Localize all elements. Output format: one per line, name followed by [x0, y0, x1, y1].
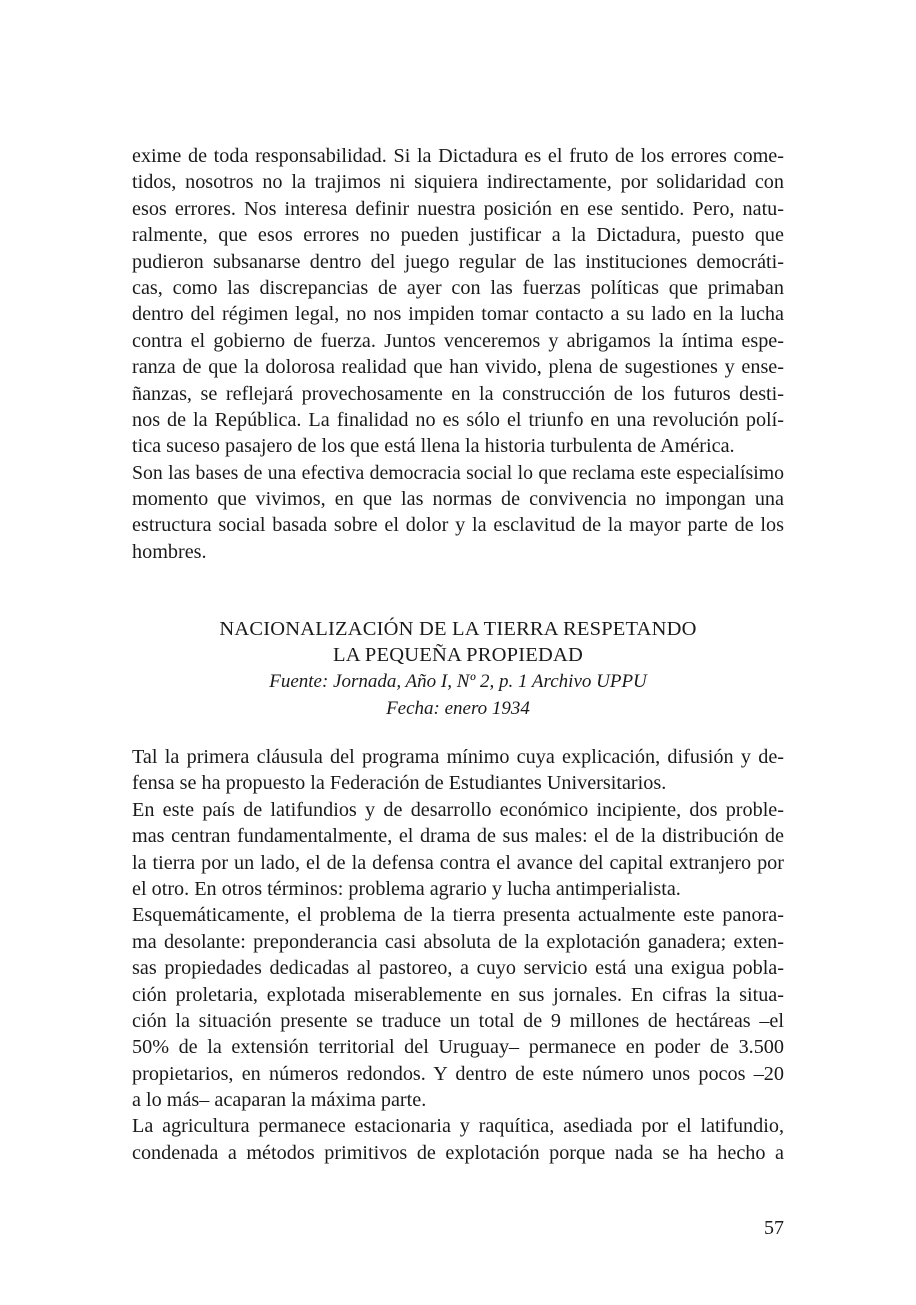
text-line: Tal la primera cláusula del programa mínimo cuya explicación, difusión y de- — [132, 746, 784, 768]
text-line: En este país de latifundios y de desarrollo económico incipiente, dos proble- — [132, 798, 784, 821]
text-line: ranza de que la dolorosa realidad que han vivido, plena de sugestiones y ense- — [132, 356, 784, 379]
text-line: sas propiedades dedicadas al pastoreo, a cuyo servicio está una exigua pobla- — [132, 957, 784, 980]
text-line: Son las bases de una efectiva democracia social lo que reclama este especialísimo — [132, 461, 784, 484]
text-line: mas centran fundamentalmente, el drama de sus males: el de la distribución de — [132, 825, 784, 848]
section-body — [132, 744, 784, 1166]
text-line: ción proletaria, explotada miserablemente en sus jornales. En cifras la situa- — [132, 983, 784, 1006]
section-heading — [132, 616, 784, 722]
text-line: ma desolante: preponderancia casi absoluta de la explotación ganadera; exten- — [132, 930, 784, 953]
section-source: Fuente: Jornada, Año I, Nº 2, p. 1 Archivo UPPU — [269, 671, 647, 692]
text-line: propietarios, en números redondos. Y dentro de este número unos pocos –20 — [132, 1062, 784, 1085]
section-title-line-2: LA PEQUEÑA PROPIEDAD — [332, 644, 584, 666]
text-line: tica suceso pasajero de los que está llena la historia turbulenta de América. — [132, 435, 735, 458]
text-line: fensa se ha propuesto la Federación de Estudiantes Universitarios. — [132, 772, 667, 795]
text-line: cas, como las discrepancias de ayer con las fuerzas políticas que primaban — [132, 276, 784, 299]
section-title-line-1: NACIONALIZACIÓN DE LA TIERRA RESPETANDO — [219, 618, 697, 640]
text-line: dentro del régimen legal, no nos impiden tomar contacto a su lado en la lucha — [132, 303, 784, 326]
text-line: La agricultura permanece estacionaria y raquítica, asediada por el latifundio, — [132, 1115, 784, 1138]
text-line: el otro. En otros términos: problema agrario y lucha antimperialista. — [132, 877, 681, 900]
text-line: nos de la República. La finalidad no es sólo el triunfo en una revolución polí- — [132, 408, 784, 431]
text-line: condenada a métodos primitivos de explotación porque nada se ha hecho a — [132, 1141, 784, 1164]
text-line: pudieron subsanarse dentro del juego regular de las instituciones democráti- — [132, 250, 784, 273]
text-line: a lo más– acaparan la máxima parte. — [132, 1089, 427, 1112]
text-line: ralmente, que esos errores no pueden justificar a la Dictadura, puesto que — [132, 224, 784, 247]
page-number: 57 — [764, 1217, 784, 1239]
text-line: estructura social basada sobre el dolor y la esclavitud de la mayor parte de los — [132, 514, 784, 537]
text-line: Esquemáticamente, el problema de la tierra presenta actualmente este panora- — [132, 904, 784, 927]
text-line: exime de toda responsabilidad. Si la Dictadura es el fruto de los errores come- — [132, 145, 784, 167]
text-line: tidos, nosotros no la trajimos ni siquiera indirectamente, por solidaridad con — [132, 171, 784, 194]
text-line: contra el gobierno de fuerza. Juntos venceremos y abrigamos la íntima espe- — [132, 329, 784, 352]
text-line: ñanzas, se reflejará provechosamente en la construcción de los futuros desti- — [132, 382, 784, 405]
section-date: Fecha: enero 1934 — [386, 698, 530, 719]
text-line: la tierra por un lado, el de la defensa contra el avance del capital extranjero por — [132, 851, 784, 874]
text-line: 50% de la extensión territorial del Uruguay– permanece en poder de 3.500 — [132, 1036, 784, 1059]
text-line: ción la situación presente se traduce un total de 9 millones de hectáreas –el — [132, 1009, 784, 1032]
text-line: hombres. — [132, 540, 207, 563]
paragraph-continued — [132, 143, 784, 565]
text-line: esos errores. Nos interesa definir nuestra posición en ese sentido. Pero, natu- — [132, 197, 784, 220]
text-line: momento que vivimos, en que las normas de convivencia no impongan una — [132, 488, 784, 511]
